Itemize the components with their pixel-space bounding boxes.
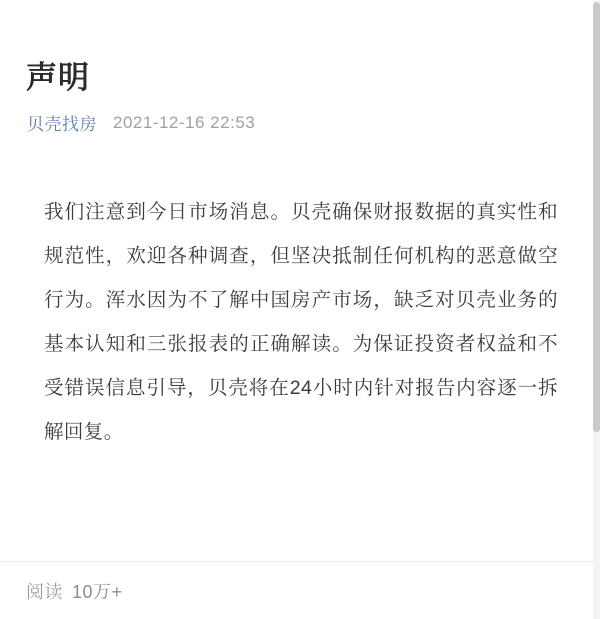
article-timestamp: 2021-12-16 22:53 [113, 112, 256, 132]
read-count-label: 阅读 [26, 582, 63, 602]
article-meta [27, 110, 255, 135]
vertical-scrollbar[interactable] [593, 0, 600, 619]
article-body-text: 我们注意到今日市场消息。贝壳确保财报数据的真实性和规范性，欢迎各种调查，但坚决抵制任何机构的恶意做空行为。浑水因为不了解中国房产市场，缺乏对贝壳业务的基本认知和三张报表的正确解读。为保证投资者权益和不受错误信息引导，贝壳将在24小时内针对报告内容逐一拆解回复。 [44, 201, 558, 443]
footer-divider [0, 561, 600, 562]
page-title: 声明 [26, 59, 90, 95]
read-count-row [26, 578, 123, 604]
article-source-link[interactable]: 贝壳找房 [27, 115, 97, 134]
read-count-value: 10万+ [72, 582, 123, 602]
scrollbar-thumb[interactable] [593, 2, 600, 432]
